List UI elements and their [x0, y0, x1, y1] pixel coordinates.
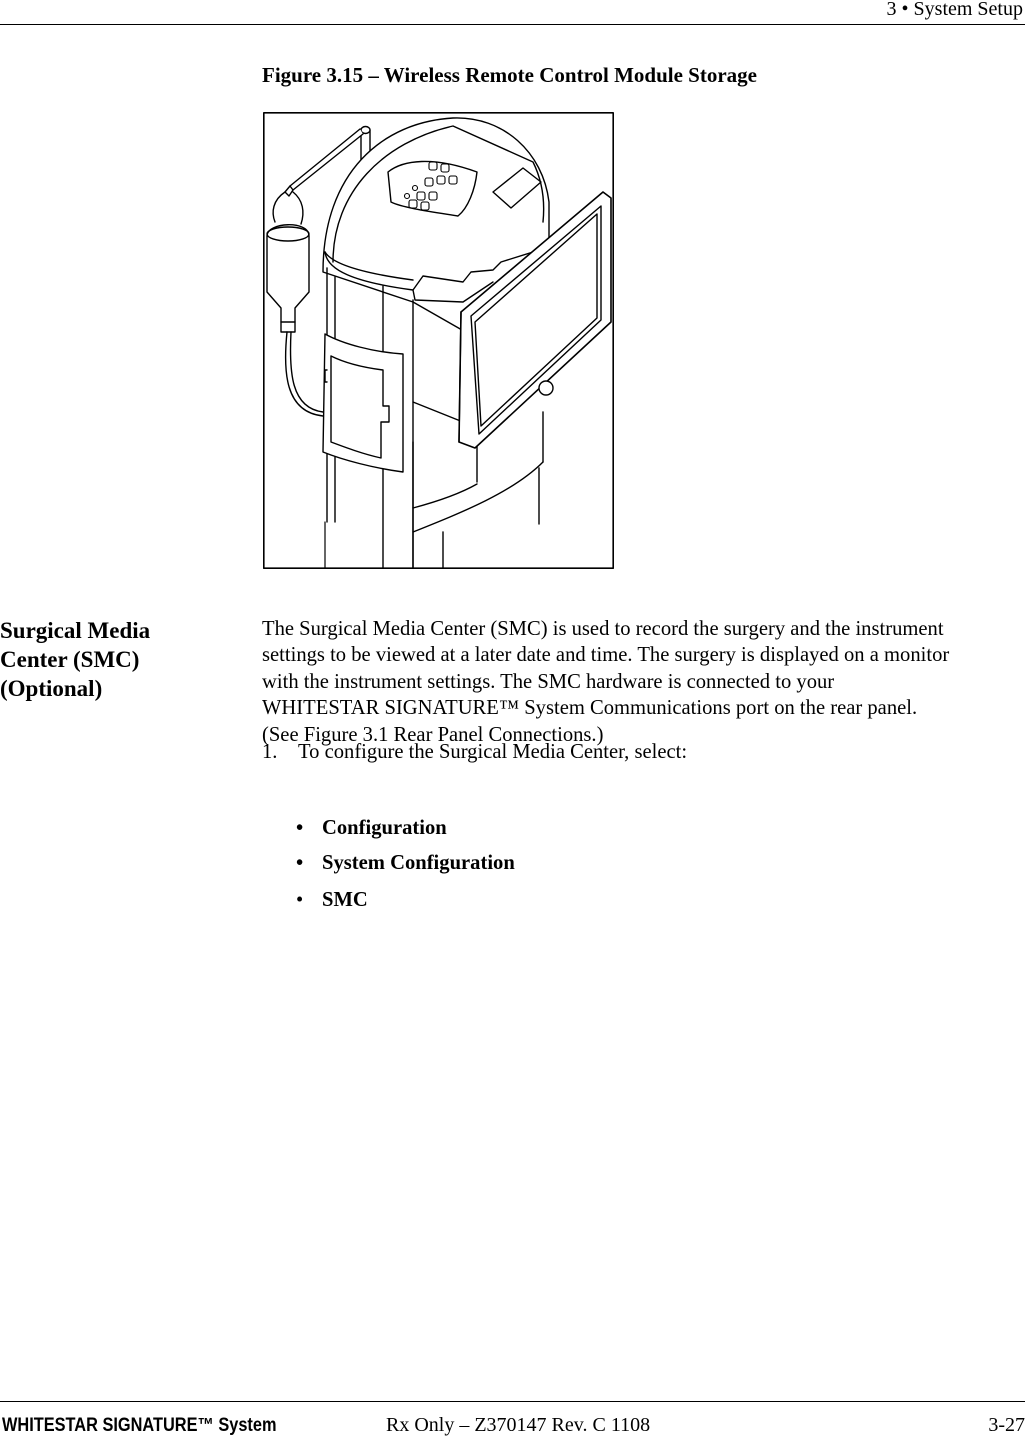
- figure-caption: Figure 3.15 – Wireless Remote Control Module Storage: [262, 63, 757, 87]
- page-footer: [0, 1401, 1025, 1442]
- console-illustration: [263, 112, 614, 569]
- bullet-icon: •: [296, 817, 304, 839]
- bullet-configuration: [296, 817, 447, 840]
- step-1: [262, 741, 687, 764]
- paragraph-line: WHITESTAR SIGNATURE™ System Communications port on the rear panel.: [262, 697, 918, 720]
- heading-line: Surgical Media: [0, 618, 151, 643]
- paragraph-line: with the instrument settings. The SMC hardware is connected to your: [262, 670, 835, 693]
- step-text: To configure the Surgical Media Center, select:: [298, 741, 688, 763]
- page-header: [0, 0, 1025, 25]
- bullet-label: SMC: [322, 889, 368, 911]
- heading-line: (Optional): [0, 676, 103, 701]
- paragraph-line: settings to be viewed at a later date and time. The surgery is displayed on a monitor: [262, 644, 950, 667]
- page-number: 3-27: [988, 1414, 1025, 1436]
- bullet-icon: •: [296, 852, 304, 874]
- footer-product-name: WHITESTAR SIGNATURE™ System: [2, 1415, 277, 1436]
- smc-description: [262, 616, 1025, 748]
- bullet-label: System Configuration: [322, 852, 515, 874]
- bullet-label: Configuration: [322, 817, 447, 839]
- heading-line: Center (SMC): [0, 647, 140, 672]
- paragraph-line: The Surgical Media Center (SMC) is used to record the surgery and the instrument: [262, 618, 944, 640]
- step-number: 1.: [262, 741, 278, 763]
- bullet-icon: •: [296, 889, 304, 911]
- chapter-title: 3 • System Setup: [886, 0, 1023, 20]
- bullet-system-configuration: [296, 852, 515, 875]
- section-heading: [0, 616, 230, 703]
- footer-rx-revision: Rx Only – Z370147 Rev. C 1108: [386, 1414, 651, 1436]
- figure-wireless-remote-storage: [263, 112, 614, 569]
- paragraph-line: (See Figure 3.1 Rear Panel Connections.): [262, 723, 604, 746]
- bullet-smc: [296, 889, 368, 912]
